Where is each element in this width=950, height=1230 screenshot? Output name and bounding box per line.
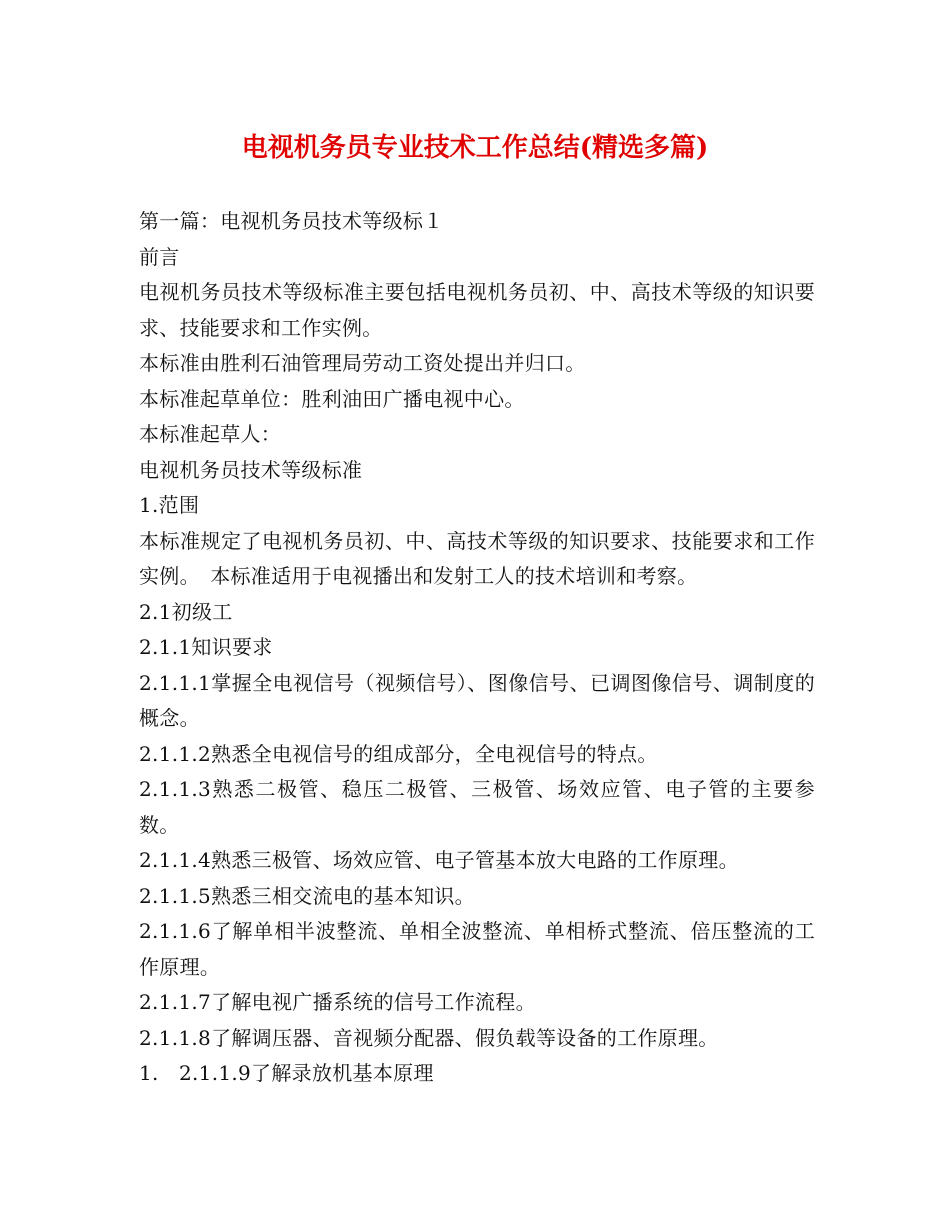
document-title: 电视机务员专业技术工作总结(精选多篇)	[241, 133, 709, 163]
paragraph: 2.1.1.1掌握全电视信号（视频信号）、图像信号、已调图像信号、调制度的概念。	[139, 670, 815, 730]
paragraph: 1.范围	[139, 493, 200, 517]
paragraph: 2.1.1.2熟悉全电视信号的组成部分，全电视信号的特点。	[139, 741, 658, 766]
paragraph: 电视机务员技术等级标准	[139, 457, 363, 482]
paragraph: 2.1初级工	[139, 599, 233, 624]
paragraph: 2.1.1.6了解单相半波整流、单相全波整流、单相桥式整流、倍压整流的工作原理。	[139, 919, 815, 979]
document-body	[139, 204, 815, 1092]
paragraph: 2.1.1.4熟悉三极管、场效应管、电子管基本放大电路的工作原理。	[139, 848, 739, 872]
paragraph: 2.1.1.3熟悉二极管、稳压二极管、三极管、场效应管、电子管的主要参数。	[139, 777, 815, 837]
paragraph: 2.1.1知识要求	[139, 635, 273, 659]
paragraph: 本标准规定了电视机务员初、中、高技术等级的知识要求、技能要求和工作实例。 本标准适用于电视播出和发射工人的技术培训和考察。	[139, 528, 815, 588]
paragraph: 2.1.1.8了解调压器、音视频分配器、假负载等设备的工作原理。	[139, 1025, 719, 1050]
paragraph: 第一篇：电视机务员技术等级标１	[139, 209, 444, 233]
paragraph: 1. 2.1.1.9了解录放机基本原理	[139, 1061, 434, 1085]
paragraph: 本标准起草单位：胜利油田广播电视中心。	[139, 386, 525, 411]
paragraph: 电视机务员技术等级标准主要包括电视机务员初、中、高技术等级的知识要求、技能要求和工作实例。	[139, 280, 815, 340]
paragraph: 本标准起草人：	[139, 422, 282, 446]
paragraph: 2.1.1.7了解电视广播系统的信号工作流程。	[139, 990, 536, 1014]
paragraph: 本标准由胜利石油管理局劳动工资处提出并归口。	[139, 351, 586, 375]
paragraph: 前言	[139, 244, 180, 269]
paragraph: 2.1.1.5熟悉三相交流电的基本知识。	[139, 883, 475, 908]
